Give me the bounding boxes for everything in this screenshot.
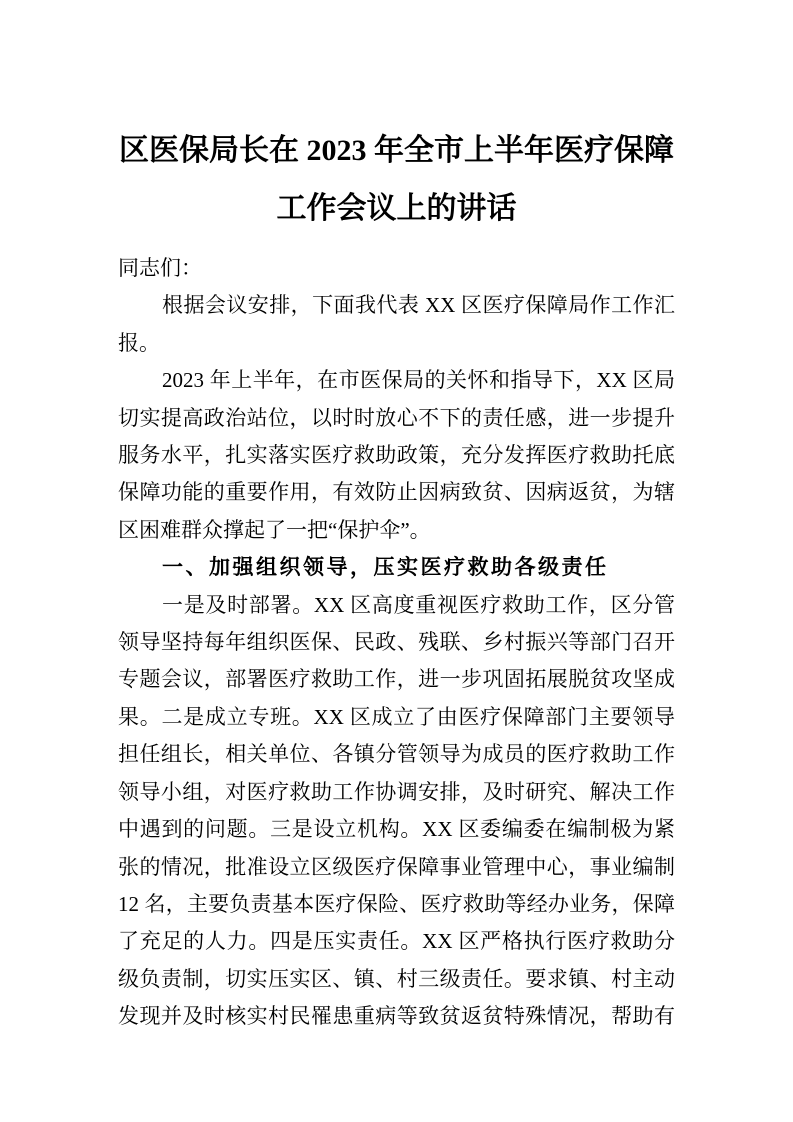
- document-title-line-2: 工作会议上的讲话: [276, 192, 517, 225]
- text-line: 切实提高政治站位，以时时放心不下的责任感，进一步提升: [118, 405, 675, 430]
- document-title: [118, 0, 675, 238]
- text-line: 级负责制，切实压实区、镇、村三级责任。要求镇、村主动: [118, 966, 675, 991]
- text-line: 中遇到的问题。三是设立机构。XX 区委编委在编制极为紧: [118, 817, 675, 842]
- text-line: 担任组长，相关单位、各镇分管领导为成员的医疗救助工作: [118, 742, 675, 767]
- text-line: 了充足的人力。四是压实责任。XX 区严格执行医疗救助分: [118, 929, 675, 954]
- text-line: 服务水平，扎实落实医疗救助政策，充分发挥医疗救助托底: [118, 443, 675, 468]
- text-line: 2023 年上半年，在市医保局的关怀和指导下，XX 区局: [162, 368, 675, 393]
- text-line: 区困难群众撑起了一把“保护伞”。: [118, 517, 431, 542]
- text-line: 报。: [118, 330, 160, 355]
- text-line: 果。二是成立专班。XX 区成立了由医疗保障部门主要领导: [118, 704, 675, 729]
- text-line: 12 名，主要负责基本医疗保险、医疗救助等经办业务，保障: [118, 891, 675, 916]
- text-line: 根据会议安排，下面我代表 XX 区医疗保障局作工作汇: [162, 293, 675, 318]
- text-line: 领导坚持每年组织医保、民政、残联、乡村振兴等部门召开: [118, 630, 675, 655]
- text-line: 专题会议，部署医疗救助工作，进一步巩固拓展脱贫攻坚成: [118, 667, 675, 692]
- text-line: 领导小组，对医疗救助工作协调安排，及时研究、解决工作: [118, 779, 675, 804]
- text-line: 保障功能的重要作用，有效防止因病致贫、因病返贫，为辖: [118, 480, 675, 505]
- document-title-line-1: 区医保局长在 2023 年全市上半年医疗保障: [119, 134, 674, 167]
- text-line: 一是及时部署。XX 区高度重视医疗救助工作，区分管: [162, 592, 675, 617]
- document-content: [118, 0, 675, 1036]
- section-heading-line: 一、加强组织领导，压实医疗救助各级责任: [162, 556, 609, 580]
- text-line: 发现并及时核实村民罹患重病等致贫返贫特殊情况，帮助有: [118, 1004, 675, 1029]
- document-body: [118, 250, 675, 1036]
- salutation-line: 同志们：: [118, 256, 202, 280]
- text-line: 张的情况，批准设立区级医疗保障事业管理中心，事业编制: [118, 854, 675, 879]
